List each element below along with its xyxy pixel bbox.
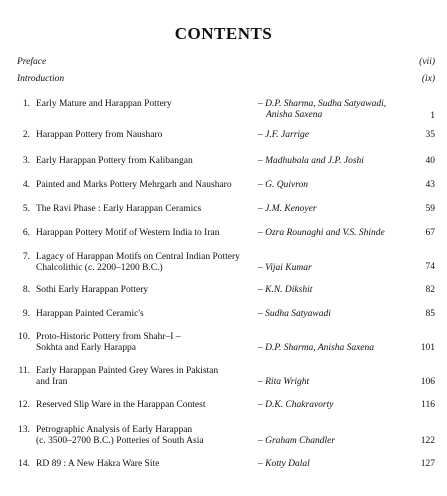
entry-title: Lagacy of Harappan Motifs on Central Indian Pottery	[36, 252, 240, 262]
entry-title: The Ravi Phase : Early Harappan Ceramics	[36, 204, 202, 214]
entry-title: Sothi Early Harappan Pottery	[36, 285, 149, 295]
entry-page: 116	[421, 400, 435, 410]
entry-page: 74	[425, 262, 435, 272]
entry-title-cont: Chalcolithic (c. 2200–1200 B.C.)	[36, 263, 163, 273]
entry-page: 43	[425, 180, 435, 190]
page-title: CONTENTS	[174, 24, 273, 43]
entry-title: Early Harappan Pottery from Kalibangan	[36, 156, 193, 166]
entry-page: 82	[425, 285, 435, 295]
entry-number: 2.	[22, 130, 30, 140]
entry-number: 1.	[22, 99, 30, 109]
entry-number: 4.	[22, 180, 30, 190]
front-matter-introduction[interactable]	[17, 74, 435, 84]
front-matter-preface[interactable]	[17, 57, 435, 67]
entry-number: 14.	[18, 459, 30, 469]
entry-author: – Rita Wright	[258, 377, 310, 387]
entry-author: – Sudha Satyawadi	[258, 309, 331, 319]
entry-number: 6.	[22, 228, 30, 238]
entry-page: 122	[420, 436, 435, 446]
entry-number: 7.	[22, 252, 30, 262]
entry-author: – J.F. Jarrige	[258, 130, 310, 140]
entry-title: Harappan Painted Ceramic's	[36, 309, 144, 319]
entry-author-cont: Anisha Saxena	[266, 110, 323, 120]
entry-page: 106	[420, 377, 435, 387]
front-matter-page: (vii)	[419, 57, 435, 67]
entry-title: Early Mature and Harappan Pottery	[36, 99, 172, 109]
entry-page: 67	[425, 228, 435, 238]
entry-title: RD 89 : A New Hakra Ware Site	[36, 459, 160, 469]
entry-title: Petrographic Analysis of Early Harappan	[36, 425, 193, 435]
entry-title: Reserved Slip Ware in the Harappan Contest	[36, 400, 206, 410]
entry-title: Early Harappan Painted Grey Wares in Pakistan	[36, 366, 219, 376]
entry-page: 101	[420, 343, 435, 353]
entry-number: 10.	[18, 332, 30, 342]
entry-author: – J.M. Kenoyer	[258, 204, 317, 214]
entry-page: 59	[425, 204, 435, 214]
entry-title: Painted and Marks Pottery Mehrgarh and Nausharo	[36, 180, 232, 190]
entry-title-cont: Sokhta and Early Harappa	[36, 343, 136, 353]
entry-author: – Vijai Kumar	[258, 263, 312, 273]
entry-author: – D.K. Chakravorty	[258, 400, 334, 410]
front-matter-label: Introduction	[17, 74, 65, 84]
entry-page: 1	[430, 111, 435, 121]
entry-number: 3.	[22, 156, 30, 166]
entry-title-cont: and Iran	[36, 377, 68, 387]
entry-page: 85	[425, 309, 435, 319]
entry-number: 12.	[18, 400, 30, 410]
entry-title: Harappan Pottery from Nausharo	[36, 130, 163, 140]
entry-page: 127	[420, 459, 435, 469]
entry-page: 35	[425, 130, 435, 140]
entry-number: 11.	[18, 366, 30, 376]
entry-title: Proto-Historic Pottery from Shahr–I –	[36, 332, 181, 342]
front-matter-page: (ix)	[421, 74, 435, 84]
entry-author: – D.P. Sharma, Sudha Satyawadi,	[258, 99, 387, 109]
entry-number: 5.	[22, 204, 30, 214]
entry-author: – D.P. Sharma, Anisha Saxena	[258, 343, 375, 353]
entry-number: 9.	[22, 309, 30, 319]
entry-number: 8.	[22, 285, 30, 295]
entry-author: – Kotty Dalal	[258, 459, 310, 469]
entry-title-cont: (c. 3500–2700 B.C.) Potteries of South Asia	[36, 436, 204, 446]
front-matter-label: Preface	[17, 57, 47, 67]
entry-author: – K.N. Dikshit	[258, 285, 313, 295]
entry-author: – Ozra Rounaghi and V.S. Shinde	[258, 228, 385, 238]
entry-author: – Madhubala and J.P. Joshi	[258, 156, 364, 166]
entry-author: – Graham Chandler	[258, 436, 336, 446]
entry-page: 40	[425, 156, 435, 166]
entry-title: Harappan Pottery Motif of Western India to Iran	[36, 228, 220, 238]
entry-number: 13.	[18, 425, 30, 435]
entry-author: – G. Quivron	[258, 180, 309, 190]
